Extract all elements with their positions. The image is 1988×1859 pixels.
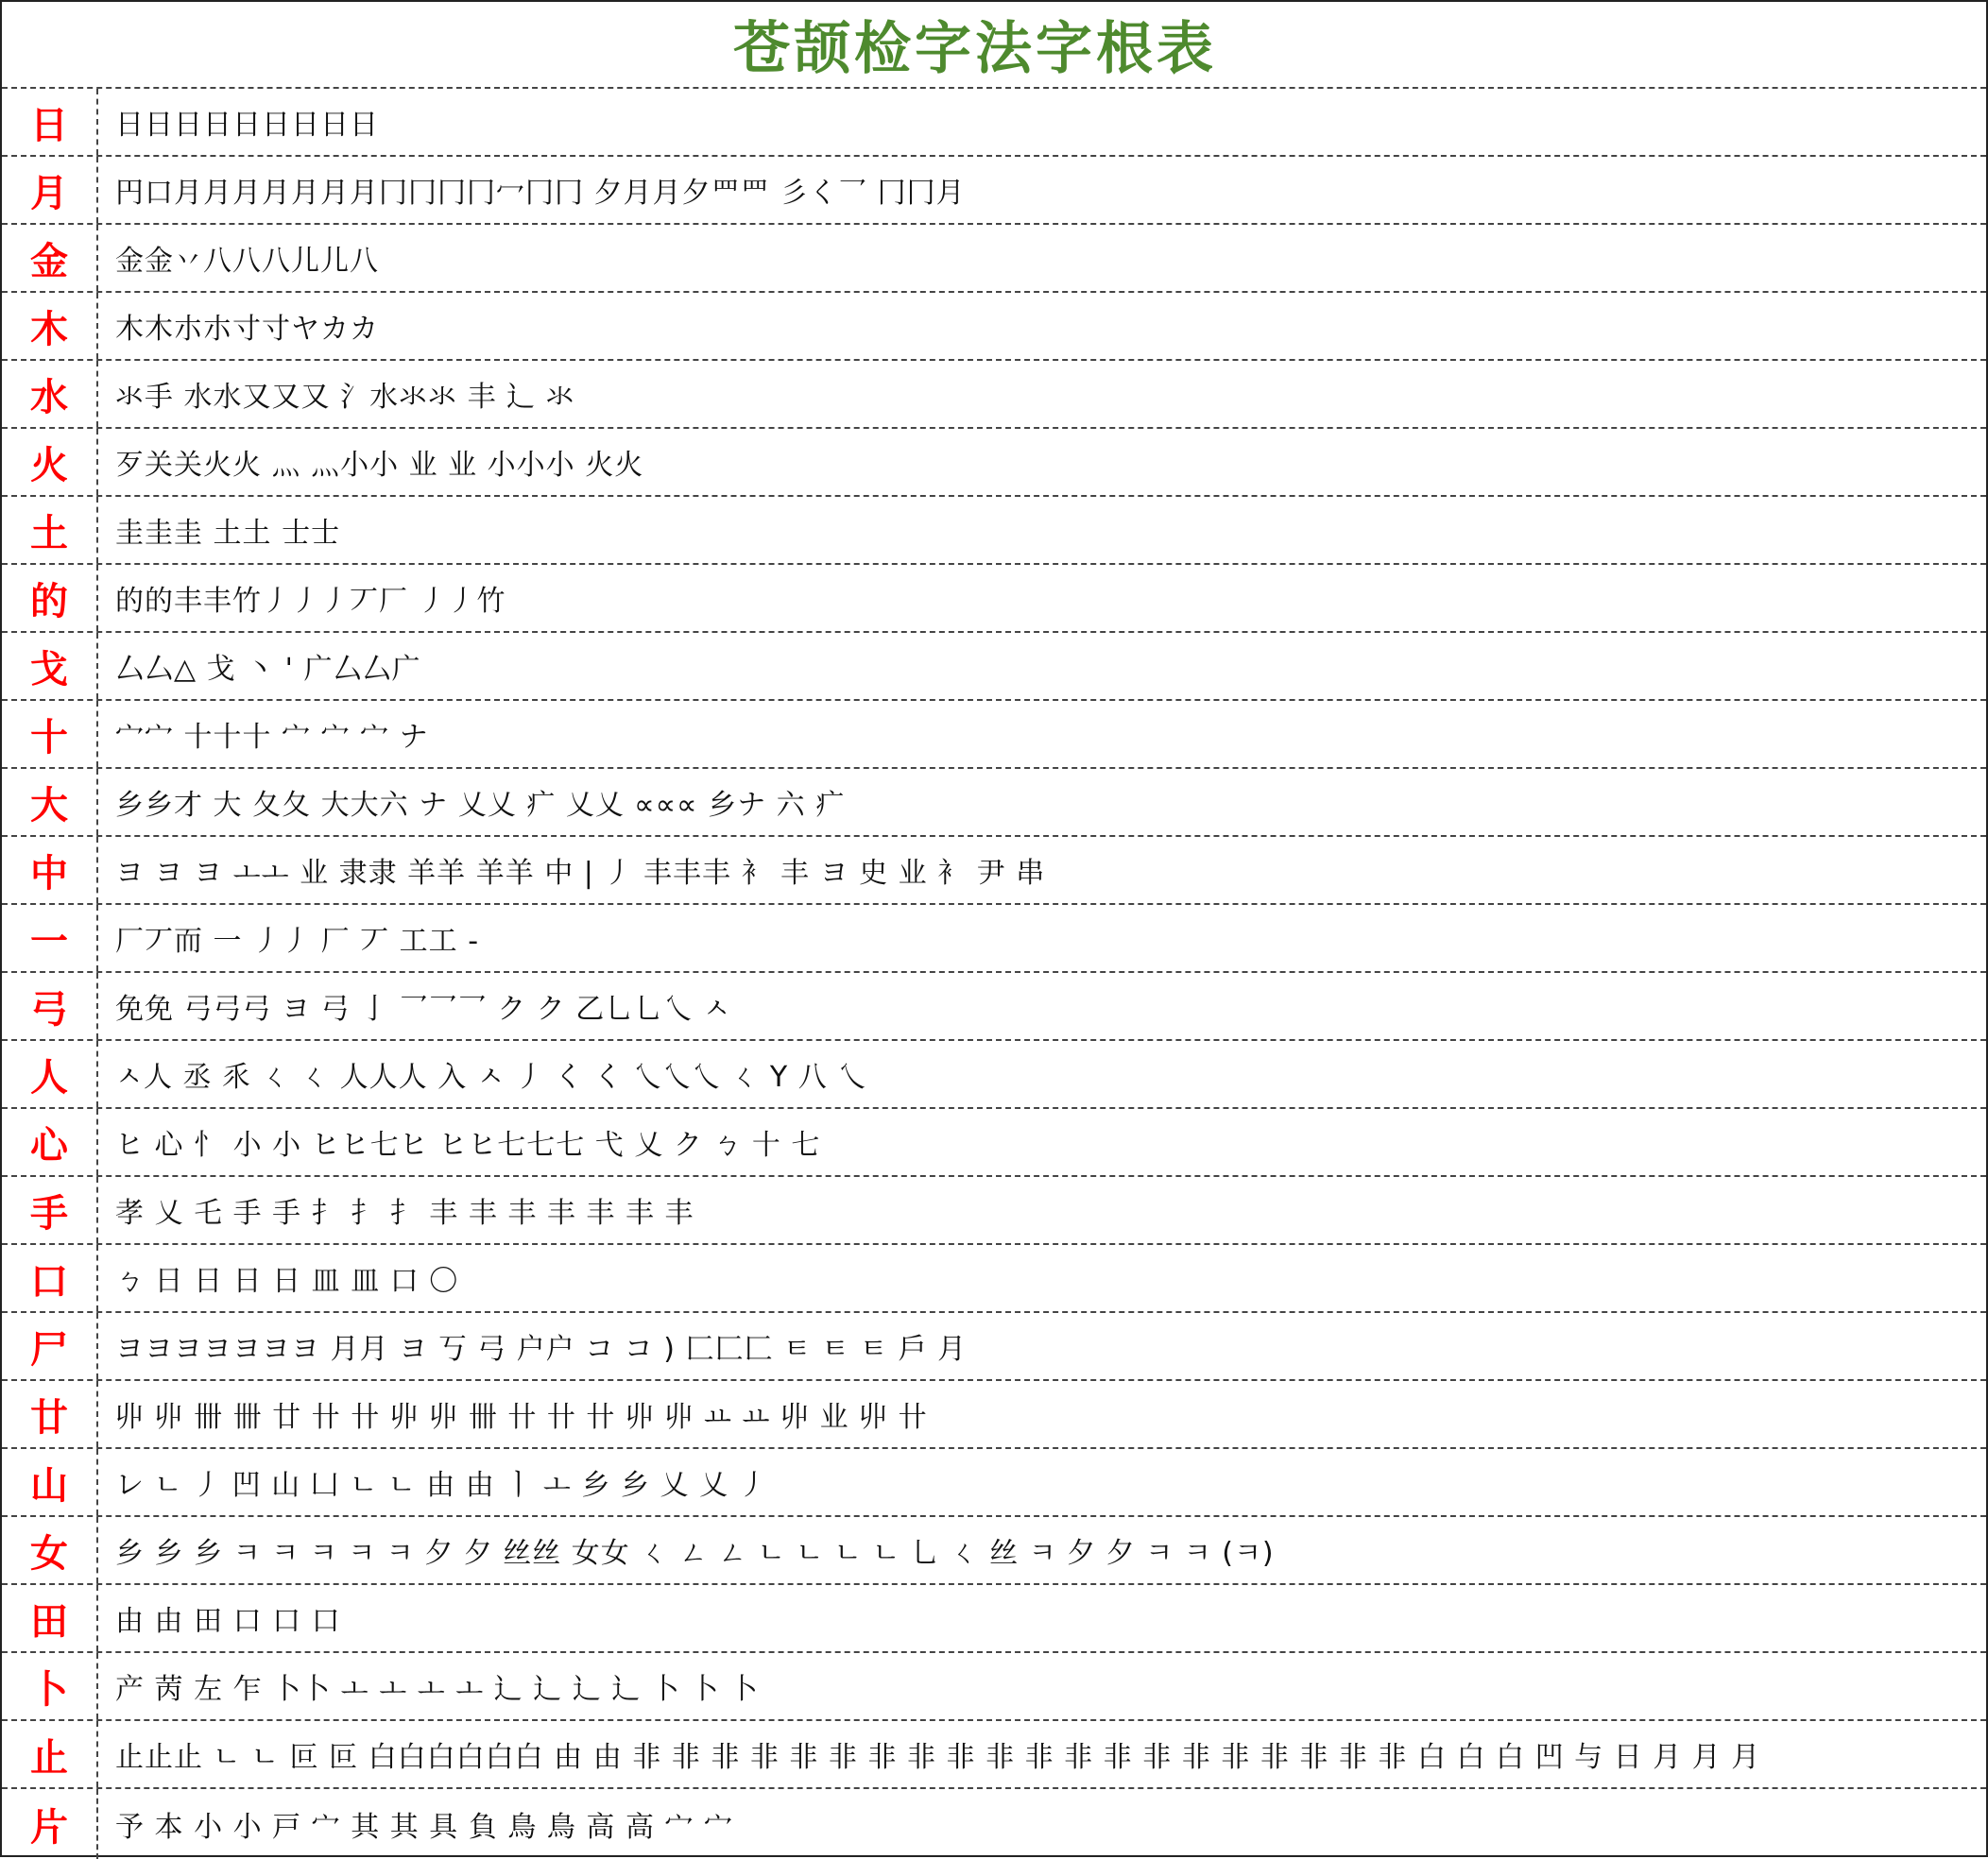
radical-variants: 孝 乂 乇 手 手 扌 扌 扌 丰 丰 丰 丰 丰 丰 丰 <box>115 1197 694 1230</box>
table-row <box>2 633 1986 701</box>
table-row <box>2 565 1986 633</box>
radical-variants: ヨ ヨ ヨ ㅗㅗ 业 隶隶 羊羊 羊羊 中 | 丿 丰丰丰 衤 丰 ヨ 史 业 衤 尹 串 <box>115 857 1046 890</box>
radical-variants: 予 本 小 小 戸 宀 其 其 具 負 鳥 鳥 高 高 宀 宀 <box>115 1811 734 1844</box>
radical-variants: 乡乡才 大 夂夂 大大六 ナ 乂乂 疒 乂乂 ∝∝∝ 乡ナ 六 疒 <box>115 789 846 822</box>
radical-key: 大 <box>2 769 98 835</box>
radical-key: 的 <box>2 565 98 631</box>
table-row <box>2 1789 1986 1859</box>
radical-key: 戈 <box>2 633 98 699</box>
radical-key: 金 <box>2 225 98 291</box>
table-row <box>2 429 1986 497</box>
radical-variants: 丱 丱 卌 卌 廿 卄 卄 丱 丱 卌 卄 卄 卄 丱 丱 ㅛ ㅛ 丱 业 丱 卄 <box>115 1401 928 1434</box>
radical-variants: ヒ 心 忄 小 小 ヒヒ七ヒ ヒヒ七七七 弋 乂 ク ㄅ 十 七 <box>115 1129 821 1162</box>
table-row <box>2 293 1986 361</box>
table-row <box>2 157 1986 225</box>
table-row <box>2 701 1986 769</box>
radical-variants: 免免 弓弓弓 ヨ 弓 亅 乛乛乛 ク ク 乙乚乚乀 ㅅ <box>115 993 731 1026</box>
table-row <box>2 497 1986 565</box>
radical-variants: ヨヨヨヨヨヨヨ 月月 ヨ 丂 弓 户户 コ コ ) 匚匚匚 ㅌ ㅌ ㅌ 戶 月 <box>115 1333 968 1366</box>
table-row <box>2 1313 1986 1381</box>
radical-key: 廿 <box>2 1381 98 1447</box>
radical-variants: 木木朩朩寸寸ヤカカ <box>115 313 379 346</box>
radical-key: 木 <box>2 293 98 359</box>
table-row <box>2 1585 1986 1653</box>
radical-key: 一 <box>2 905 98 971</box>
table-row <box>2 1245 1986 1313</box>
radical-variants: 円口月月月月月月月冂冂冂冂冖冂冂 夕月月夕罒罒 彡く乛 冂冂月 <box>115 177 966 210</box>
table-row <box>2 1381 1986 1449</box>
radical-variants: 金金丷八八八儿儿八 <box>115 245 379 278</box>
radical-variants: ㄅ 日 日 日 日 皿 皿 口 〇 <box>115 1265 459 1298</box>
radical-key: 尸 <box>2 1313 98 1379</box>
radical-key: 日 <box>2 89 98 155</box>
table-row <box>2 1653 1986 1721</box>
radical-variants: 厶厶△ 戈 丶 ' 广厶厶广 <box>115 653 421 686</box>
radical-variants: 宀宀 十十十 宀 宀 宀 ナ <box>115 721 429 754</box>
radical-variants: 的的丰丰竹丿丿丿丆厂 丿丿竹 <box>115 585 506 618</box>
table-row <box>2 1517 1986 1585</box>
radical-variants: 圭圭圭 土土 士士 <box>115 517 341 550</box>
title-row <box>2 2 1986 89</box>
radical-key: 止 <box>2 1721 98 1787</box>
radical-key: 水 <box>2 361 98 427</box>
radical-variants: ㅅ人 丞 乑 ㄑ ㄑ 人人人 入 ㅅ 丿 く く 乀乀乀 ㄑ Y 八 乀 <box>115 1061 867 1094</box>
radical-key: 心 <box>2 1109 98 1175</box>
radical-key: 弓 <box>2 973 98 1039</box>
radical-key: 土 <box>2 497 98 563</box>
table-row <box>2 1041 1986 1109</box>
radical-variants: 氺手 水水又又又 氵水氺氺 丰 辶 氺 <box>115 381 575 414</box>
table-row <box>2 837 1986 905</box>
table-row <box>2 1177 1986 1245</box>
radical-key: 十 <box>2 701 98 767</box>
radical-variants: 歹关关火火 灬 灬小小 业 业 小小小 火火 <box>115 449 644 482</box>
radical-key: 中 <box>2 837 98 903</box>
radical-key: 田 <box>2 1585 98 1651</box>
radical-key: 人 <box>2 1041 98 1107</box>
radical-variants: 日日日日日日日日日 <box>115 109 379 142</box>
radical-key: 女 <box>2 1517 98 1583</box>
table-row <box>2 905 1986 973</box>
table-row <box>2 225 1986 293</box>
page-title: 苍颉检字法字根表 <box>733 16 1217 82</box>
table-row <box>2 1721 1986 1789</box>
radical-variants: 产 苪 左 乍 卜卜 ㅗ ㅗ ㅗ ㅗ 辶 辶 辶 辶 卜 卜 卜 <box>115 1673 759 1706</box>
table-body <box>2 89 1986 1859</box>
radical-key: 火 <box>2 429 98 495</box>
table-row <box>2 89 1986 157</box>
radical-variants: 乡 乡 乡 ㅋ ㅋ ㅋ ㅋ ㅋ 夕 夕 丝丝 女女 ㄑ ㄥ ㄥ ㄴ ㄴ ㄴ ㄴ 乚 ㄑ 丝 ㅋ 夕 夕 ㅋ ㅋ (ㅋ) <box>115 1537 1275 1570</box>
radical-variants: レ ㄴ 丿 凹 山 凵 ㄴ ㄴ 由 由 ㅣ ㅗ 乡 乡 乂 乂 丿 <box>115 1469 768 1502</box>
radical-variants: 由 由 田 口 口 口 <box>115 1605 341 1638</box>
radical-key: 月 <box>2 157 98 223</box>
radical-variants: 止止止 ㄴ ㄴ 叵 叵 白白白白白白 由 由 非 非 非 非 非 非 非 非 非 非 非 非 非 非 非 非 非 非 非 非 白 白 白 凹 与 日 月 月 月 <box>115 1741 1761 1774</box>
table-row <box>2 1449 1986 1517</box>
table-row <box>2 361 1986 429</box>
table-row <box>2 973 1986 1041</box>
table-row <box>2 1109 1986 1177</box>
radical-key: 口 <box>2 1245 98 1311</box>
radical-key: 片 <box>2 1789 98 1859</box>
radical-key: 卜 <box>2 1653 98 1719</box>
radical-key: 山 <box>2 1449 98 1515</box>
radical-variants: 厂丆而 一 丿丿 厂 丆 工工 - <box>115 925 480 958</box>
radical-key: 手 <box>2 1177 98 1243</box>
table-row <box>2 769 1986 837</box>
